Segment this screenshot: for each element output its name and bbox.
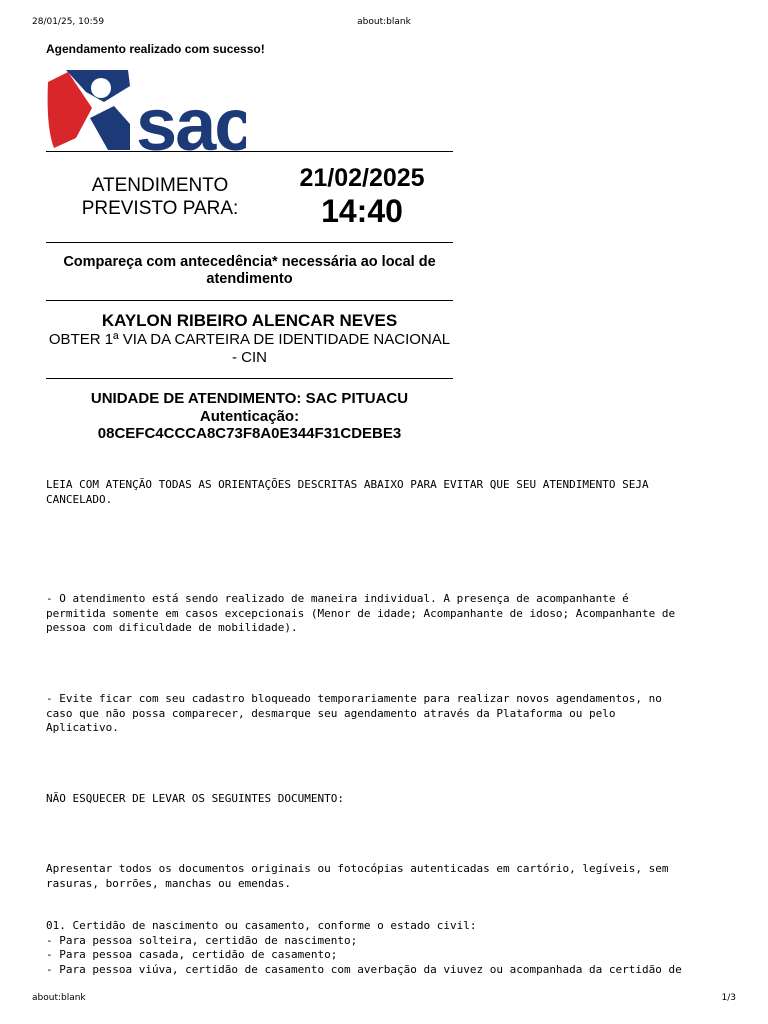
person-block	[46, 311, 453, 366]
sac-logo-icon	[46, 68, 246, 152]
paragraph-individual: - O atendimento está sendo realizado de maneira individual. A presença de acompanhante é permitida somente em casos excepcionais (Menor de idade; Acompanhante de idoso; Acompanhante de pessoa com dificuldade de mobilidade).	[46, 592, 676, 634]
document-list: 01. Certidão de nascimento ou casamento, conforme o estado civil: - Para pessoa solteira, certidão de nascimento; - Para pessoa casada, certidão de casamento; - Para pessoa viúva, certidão de casamento com averbação da viuvez ou acompanhada da certidão de	[46, 919, 682, 976]
print-datetime: 28/01/25, 10:59	[32, 17, 105, 27]
print-header	[32, 17, 736, 31]
print-footer	[32, 993, 736, 1007]
auth-label: Autenticação:	[199, 407, 300, 425]
unit-block	[46, 390, 453, 443]
logo-text: sac	[136, 83, 246, 152]
divider	[46, 300, 453, 301]
divider	[46, 242, 453, 243]
arrival-notice: Compareça com antecedência* necessária ao local de atendimento	[63, 254, 436, 287]
sac-logo	[46, 68, 246, 152]
unit-name: UNIDADE DE ATENDIMENTO: SAC PITUACU	[90, 390, 409, 407]
page-number: 1/3	[721, 993, 736, 1003]
paragraph-warning: LEIA COM ATENÇÃO TODAS AS ORIENTAÇÕES DESCRITAS ABAIXO PARA EVITAR QUE SEU ATENDIMENTO SEJA CANCELADO.	[46, 478, 649, 506]
success-message: Agendamento realizado com sucesso!	[46, 42, 265, 56]
paragraph-cancel: - Evite ficar com seu cadastro bloqueado temporariamente para realizar novos agendamentos, no caso que não possa comparecer, desmarque seu agendamento através da Plataforma ou pelo Aplicativo.	[46, 692, 662, 734]
documents-heading: NÃO ESQUECER DE LEVAR OS SEGUINTES DOCUMENTO:	[46, 792, 345, 805]
paragraph-originals: Apresentar todos os documentos originais ou fotocópias autenticadas em cartório, legíveis, sem rasuras, borrões, manchas ou emendas.	[46, 862, 669, 890]
prevision-label-line2: PREVISTO PARA:	[81, 198, 239, 219]
auth-code: 08CEFC4CCCA8C73F8A0E344F31CDEBE3	[97, 425, 402, 442]
appointment-date: 21/02/2025	[299, 164, 425, 192]
divider	[46, 151, 453, 152]
prevision-label	[60, 174, 260, 220]
prevision-label-line1: ATENDIMENTO	[91, 175, 229, 196]
appointment-time: 14:40	[321, 193, 403, 229]
print-url: about:blank	[357, 17, 411, 27]
footer-url: about:blank	[32, 993, 86, 1003]
person-name: KAYLON RIBEIRO ALENCAR NEVES	[101, 311, 398, 330]
divider	[46, 378, 453, 379]
service-description: OBTER 1ª VIA DA CARTEIRA DE IDENTIDADE NACIONAL - CIN	[48, 331, 451, 366]
